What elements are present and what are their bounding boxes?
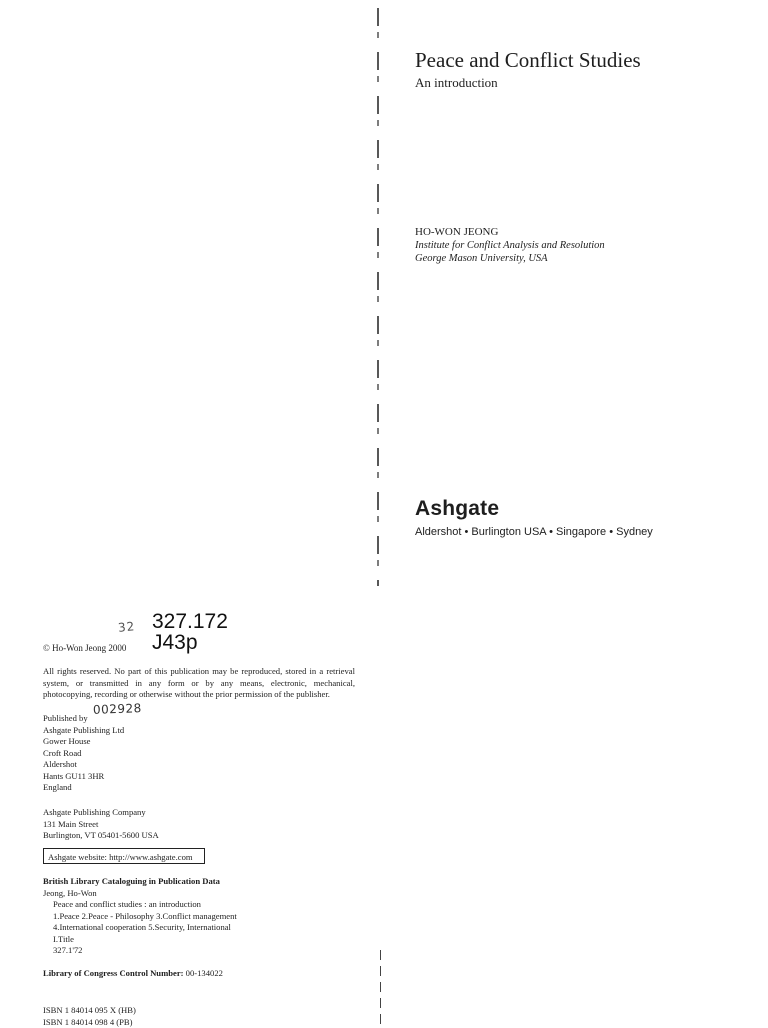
publisher-cities: Aldershot • Burlington USA • Singapore • Sydney xyxy=(415,525,653,539)
address-line: Gower House xyxy=(43,736,124,748)
address-line: 131 Main Street xyxy=(43,819,159,831)
cataloguing-author: Jeong, Ho-Won xyxy=(43,888,97,900)
address-line: England xyxy=(43,782,124,794)
address-line: Ashgate Publishing Ltd xyxy=(43,725,124,737)
cataloguing-line: 4.International cooperation 5.Security, International xyxy=(53,922,237,934)
address-line: Hants GU11 3HR xyxy=(43,771,124,783)
handwritten-accession-number: 002928 xyxy=(93,701,142,717)
library-of-congress-number xyxy=(43,968,223,980)
isbn-line: ISBN 1 84014 095 X (HB) xyxy=(43,1005,136,1017)
book-subtitle: An introduction xyxy=(415,75,498,91)
book-title: Peace and Conflict Studies xyxy=(415,46,641,74)
rights-statement: All rights reserved. No part of this publication may be reproduced, stored in a retrieval system, or transmitted in any form or by any means, electronic, mechanical, photocopying, recording or otherwise without the prior permission of the publisher. xyxy=(43,666,355,701)
isbn-block xyxy=(43,1005,136,1028)
cataloguing-line: 327.1'72 xyxy=(53,945,237,957)
publisher-logo: Ashgate xyxy=(415,496,499,522)
cataloguing-line: 1.Peace 2.Peace - Philosophy 3.Conflict management xyxy=(53,911,237,923)
copyright-notice: © Ho-Won Jeong 2000 xyxy=(43,642,126,654)
cataloguing-line: Peace and conflict studies : an introduction xyxy=(53,899,237,911)
author-affiliation-institute: Institute for Conflict Analysis and Resolution xyxy=(415,239,605,252)
publisher-address xyxy=(43,713,124,794)
page-gutter-line xyxy=(377,8,379,586)
call-number-class: 327.172 xyxy=(152,611,228,633)
company-address xyxy=(43,807,159,842)
handwritten-mark: 32 xyxy=(117,619,136,635)
website-box: Ashgate website: http://www.ashgate.com xyxy=(43,848,205,864)
address-line: Croft Road xyxy=(43,748,124,760)
cataloguing-line: I.Title xyxy=(53,934,237,946)
page-gutter-line-lower xyxy=(380,950,381,1024)
address-line: Burlington, VT 05401-5600 USA xyxy=(43,830,159,842)
address-line: Ashgate Publishing Company xyxy=(43,807,159,819)
address-line: Published by xyxy=(43,713,124,725)
cataloguing-heading: British Library Cataloguing in Publication Data xyxy=(43,876,220,888)
loc-label: Library of Congress Control Number: xyxy=(43,968,184,978)
loc-value: 00-134022 xyxy=(184,968,223,978)
author-affiliation-university: George Mason University, USA xyxy=(415,252,548,265)
address-line: Aldershot xyxy=(43,759,124,771)
isbn-line: ISBN 1 84014 098 4 (PB) xyxy=(43,1017,136,1028)
call-number-cutter: J43p xyxy=(152,632,198,654)
cataloguing-entries xyxy=(53,899,237,957)
author-name: HO-WON JEONG xyxy=(415,225,498,239)
